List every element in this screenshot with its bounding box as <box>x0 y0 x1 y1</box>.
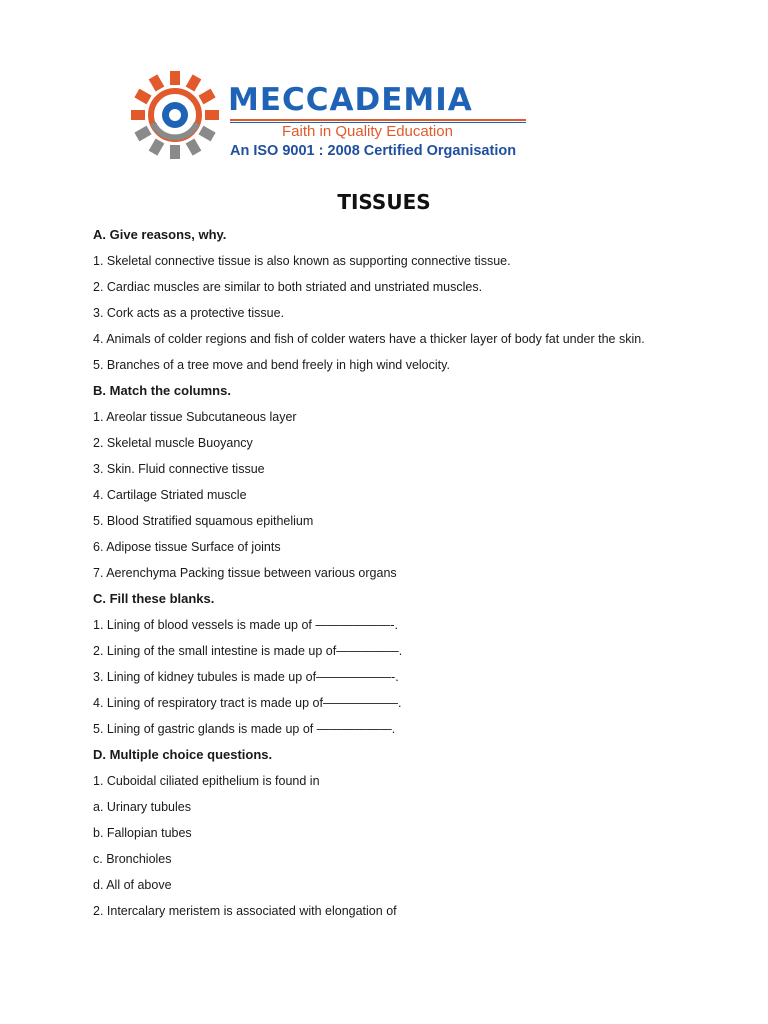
question-line: 3. Lining of kidney tubules is made up of——————-. <box>93 670 399 684</box>
section-fill-blanks <box>93 590 713 738</box>
question-line: 6. Adipose tissue Surface of joints <box>93 540 281 554</box>
question-line: 1. Skeletal connective tissue is also known as supporting connective tissue. <box>93 254 511 268</box>
question-line: 7. Aerenchyma Packing tissue between various organs <box>93 566 397 580</box>
question-line: 5. Branches of a tree move and bend freely in high wind velocity. <box>93 358 450 372</box>
question-line: 2. Cardiac muscles are similar to both striated and unstriated muscles. <box>93 280 483 294</box>
section-heading: A. Give reasons, why. <box>93 227 227 242</box>
section-heading: C. Fill these blanks. <box>93 591 215 606</box>
section-heading: D. Multiple choice questions. <box>93 747 273 762</box>
question-line: 2. Skeletal muscle Buoyancy <box>93 436 253 450</box>
header <box>130 70 530 165</box>
question-line: 1. Lining of blood vessels is made up of ——————-. <box>93 618 398 632</box>
brand-underline <box>230 119 526 121</box>
section-give-reasons <box>93 226 713 374</box>
answer-option: d. All of above <box>93 878 172 892</box>
section-heading: B. Match the columns. <box>93 383 231 398</box>
question-line: 2. Lining of the small intestine is made up of—————. <box>93 644 403 658</box>
iso-certification: An ISO 9001 : 2008 Certified Organisation <box>230 143 517 159</box>
question-line: 2. Intercalary meristem is associated with elongation of <box>93 904 397 918</box>
question-line: 5. Lining of gastric glands is made up of ——————. <box>93 722 396 736</box>
question-line: 4. Lining of respiratory tract is made up of——————. <box>93 696 402 710</box>
meccademia-gear-logo <box>130 70 220 160</box>
page-title: TISSUES <box>337 190 431 214</box>
question-line: 1. Areolar tissue Subcutaneous layer <box>93 410 297 424</box>
answer-option: b. Fallopian tubes <box>93 826 192 840</box>
answer-option: a. Urinary tubules <box>93 800 191 814</box>
question-line: 3. Cork acts as a protective tissue. <box>93 306 285 320</box>
question-line: 5. Blood Stratified squamous epithelium <box>93 514 314 528</box>
worksheet-content <box>93 226 713 928</box>
tagline: Faith in Quality Education <box>282 123 453 140</box>
section-match-columns <box>93 382 713 582</box>
question-line: 4. Cartilage Striated muscle <box>93 488 247 502</box>
brand-name: MECCADEMIA <box>228 82 473 118</box>
question-line: 1. Cuboidal ciliated epithelium is found in <box>93 774 320 788</box>
question-line: 3. Skin. Fluid connective tissue <box>93 462 265 476</box>
section-multiple-choice <box>93 746 713 920</box>
question-line: 4. Animals of colder regions and fish of colder waters have a thicker layer of body fat under the skin. <box>93 332 645 346</box>
answer-option: c. Bronchioles <box>93 852 172 866</box>
